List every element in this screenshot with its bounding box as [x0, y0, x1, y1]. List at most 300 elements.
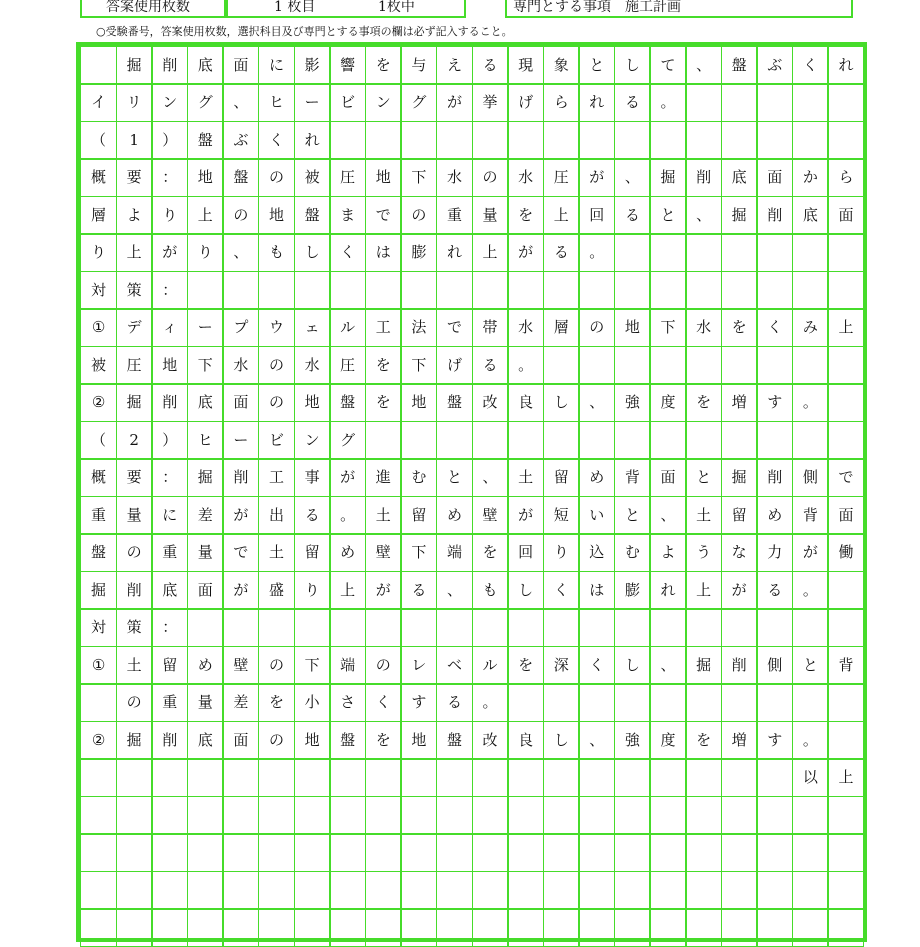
grid-cell [543, 871, 580, 909]
grid-cell: し [507, 571, 544, 609]
grid-cell: 要 [116, 159, 153, 197]
grid-cell: 地 [400, 721, 437, 759]
grid-cell: 留 [151, 646, 188, 684]
grid-cell: 影 [294, 46, 331, 84]
grid-cell: 地 [151, 346, 188, 384]
grid-cell: が [222, 571, 259, 609]
grid-cell: す [756, 721, 793, 759]
grid-cell: 底 [792, 196, 829, 234]
grid-cell: し [614, 646, 651, 684]
grid-cell [151, 759, 188, 797]
grid-cell: 掘 [721, 196, 758, 234]
grid-cell: か [792, 159, 829, 197]
grid-cell: 圧 [329, 346, 366, 384]
grid-cell: を [685, 384, 722, 422]
grid-cell: 盤 [80, 534, 117, 572]
grid-cell: く [578, 646, 615, 684]
grid-cell: 事 [294, 459, 331, 497]
grid-cell: 挙 [472, 84, 509, 122]
grid-cell: ① [80, 309, 117, 347]
grid-cell: り [80, 234, 117, 272]
grid-cell: ル [472, 646, 509, 684]
grid-cell: ェ [294, 309, 331, 347]
sheet-total: 1枚中 [378, 0, 415, 15]
grid-cell: 地 [294, 721, 331, 759]
grid-cell [329, 796, 366, 834]
grid-cell [827, 384, 864, 422]
grid-cell: が [436, 84, 473, 122]
grid-cell [400, 121, 437, 159]
grid-cell [80, 46, 117, 84]
grid-cell: れ [436, 234, 473, 272]
grid-cell: 下 [187, 346, 224, 384]
grid-cell [578, 834, 615, 872]
grid-row [80, 234, 863, 272]
grid-cell: 策 [116, 271, 153, 309]
grid-cell [80, 871, 117, 909]
grid-cell: ぶ [756, 46, 793, 84]
grid-cell: 面 [756, 159, 793, 197]
grid-cell: デ [116, 309, 153, 347]
grid-cell: 要 [116, 459, 153, 497]
grid-cell: 概 [80, 159, 117, 197]
grid-cell [827, 909, 864, 947]
grid-cell: と [685, 459, 722, 497]
grid-cell: ビ [258, 421, 295, 459]
grid-cell: ： [151, 459, 188, 497]
grid-cell: を [258, 684, 295, 722]
grid-cell: 層 [80, 196, 117, 234]
grid-cell [578, 121, 615, 159]
grid-cell: 土 [365, 496, 402, 534]
grid-cell: 差 [187, 496, 224, 534]
grid-cell: 現 [507, 46, 544, 84]
grid-cell [294, 796, 331, 834]
grid-cell: 2 [116, 421, 153, 459]
grid-cell [258, 796, 295, 834]
grid-cell: 水 [507, 159, 544, 197]
sheet-count-label-box [80, 0, 226, 18]
grid-cell: ： [151, 271, 188, 309]
grid-cell: 膨 [614, 571, 651, 609]
grid-cell: 工 [258, 459, 295, 497]
grid-cell [827, 571, 864, 609]
grid-cell: る [543, 234, 580, 272]
grid-cell [721, 234, 758, 272]
grid-cell [365, 121, 402, 159]
grid-cell: 盤 [329, 721, 366, 759]
grid-cell: み [792, 309, 829, 347]
grid-cell [685, 421, 722, 459]
grid-cell: め [329, 534, 366, 572]
grid-cell: 水 [507, 309, 544, 347]
grid-cell [365, 609, 402, 647]
grid-cell: で [827, 459, 864, 497]
grid-row [80, 496, 863, 534]
grid-cell: 対 [80, 271, 117, 309]
grid-cell [792, 871, 829, 909]
grid-row [80, 121, 863, 159]
grid-cell: 帯 [472, 309, 509, 347]
grid-cell [827, 84, 864, 122]
grid-cell: 回 [578, 196, 615, 234]
grid-cell [685, 759, 722, 797]
grid-cell [222, 609, 259, 647]
grid-cell [649, 796, 686, 834]
grid-cell [685, 871, 722, 909]
grid-cell: 盤 [187, 121, 224, 159]
grid-cell [721, 796, 758, 834]
grid-cell: り [294, 571, 331, 609]
grid-cell: れ [827, 46, 864, 84]
grid-cell: （ [80, 421, 117, 459]
grid-cell: 、 [578, 721, 615, 759]
grid-cell: グ [187, 84, 224, 122]
grid-cell [614, 271, 651, 309]
grid-cell: ー [222, 421, 259, 459]
grid-cell: 面 [222, 721, 259, 759]
grid-cell [721, 421, 758, 459]
grid-cell: で [436, 309, 473, 347]
grid-cell: 良 [507, 721, 544, 759]
grid-cell [80, 834, 117, 872]
grid-cell [400, 834, 437, 872]
grid-cell: 1 [116, 121, 153, 159]
grid-cell: に [258, 46, 295, 84]
grid-cell: れ [294, 121, 331, 159]
grid-cell: を [365, 346, 402, 384]
grid-cell [507, 609, 544, 647]
grid-cell [436, 421, 473, 459]
grid-cell [294, 871, 331, 909]
grid-cell [329, 909, 366, 947]
grid-cell [365, 909, 402, 947]
grid-row [80, 759, 863, 797]
grid-cell: 盤 [294, 196, 331, 234]
grid-cell: 上 [827, 759, 864, 797]
grid-cell [329, 609, 366, 647]
grid-cell: 側 [756, 646, 793, 684]
grid-cell: 上 [116, 234, 153, 272]
grid-cell: 盤 [436, 384, 473, 422]
grid-cell [507, 684, 544, 722]
grid-cell: 上 [827, 309, 864, 347]
grid-cell [543, 121, 580, 159]
grid-cell [294, 759, 331, 797]
grid-cell: を [685, 721, 722, 759]
grid-cell: 水 [685, 309, 722, 347]
grid-cell: 壁 [222, 646, 259, 684]
grid-cell: 増 [721, 384, 758, 422]
answer-grid [76, 42, 867, 942]
grid-cell [472, 871, 509, 909]
grid-cell [792, 796, 829, 834]
grid-cell [649, 909, 686, 947]
grid-cell [578, 684, 615, 722]
grid-cell: 重 [151, 684, 188, 722]
grid-cell: 策 [116, 609, 153, 647]
grid-cell: る [614, 84, 651, 122]
grid-cell: 面 [222, 384, 259, 422]
grid-cell [258, 759, 295, 797]
grid-cell: り [187, 234, 224, 272]
grid-cell: げ [436, 346, 473, 384]
grid-cell: 盤 [222, 159, 259, 197]
grid-cell: 量 [187, 534, 224, 572]
grid-cell: 量 [116, 496, 153, 534]
grid-cell: ） [151, 421, 188, 459]
grid-cell: の [258, 646, 295, 684]
grid-cell [756, 271, 793, 309]
grid-cell [578, 271, 615, 309]
instruction-note: ○受験番号，答案使用枚数，選択科目及び専門とする事項の欄は必ず記入すること。 [96, 25, 513, 38]
grid-row [80, 84, 863, 122]
grid-cell: が [792, 534, 829, 572]
grid-cell [543, 421, 580, 459]
grid-cell: の [222, 196, 259, 234]
grid-cell [756, 759, 793, 797]
grid-cell: 面 [187, 571, 224, 609]
grid-cell: で [222, 534, 259, 572]
grid-cell [614, 684, 651, 722]
grid-cell: 土 [258, 534, 295, 572]
grid-cell [685, 834, 722, 872]
grid-cell [578, 796, 615, 834]
grid-cell: て [649, 46, 686, 84]
grid-cell: 留 [294, 534, 331, 572]
grid-cell: も [258, 234, 295, 272]
grid-cell [792, 121, 829, 159]
grid-cell: 、 [614, 159, 651, 197]
grid-row [80, 196, 863, 234]
grid-cell: 層 [543, 309, 580, 347]
sheet-count-label: 答案使用枚数 [106, 0, 190, 15]
grid-cell: ら [827, 159, 864, 197]
grid-cell [792, 84, 829, 122]
grid-cell: ウ [258, 309, 295, 347]
grid-cell: 盛 [258, 571, 295, 609]
grid-cell [151, 796, 188, 834]
grid-row [80, 571, 863, 609]
grid-cell: 削 [721, 646, 758, 684]
grid-cell: り [543, 534, 580, 572]
grid-cell [543, 909, 580, 947]
grid-cell: は [578, 571, 615, 609]
grid-cell: 重 [151, 534, 188, 572]
grid-cell: し [543, 721, 580, 759]
grid-cell [222, 271, 259, 309]
grid-cell: ヒ [258, 84, 295, 122]
grid-cell: 底 [187, 384, 224, 422]
grid-cell [472, 271, 509, 309]
grid-cell: 深 [543, 646, 580, 684]
grid-cell: ィ [151, 309, 188, 347]
grid-cell [827, 796, 864, 834]
grid-cell: 。 [329, 496, 366, 534]
grid-cell: 被 [294, 159, 331, 197]
grid-cell: 盤 [436, 721, 473, 759]
grid-cell: う [685, 534, 722, 572]
grid-cell: 端 [329, 646, 366, 684]
grid-cell: 下 [400, 159, 437, 197]
grid-cell [294, 834, 331, 872]
grid-cell: 強 [614, 721, 651, 759]
grid-cell [543, 684, 580, 722]
grid-cell [721, 121, 758, 159]
grid-cell [116, 796, 153, 834]
grid-cell: む [614, 534, 651, 572]
grid-cell [294, 609, 331, 647]
grid-cell: 地 [258, 196, 295, 234]
grid-cell [649, 234, 686, 272]
grid-cell [792, 684, 829, 722]
grid-cell: ビ [329, 84, 366, 122]
grid-cell [756, 871, 793, 909]
grid-cell [222, 796, 259, 834]
grid-cell [721, 84, 758, 122]
grid-cell: 概 [80, 459, 117, 497]
grid-cell: 掘 [80, 571, 117, 609]
grid-cell: 水 [436, 159, 473, 197]
grid-cell: 削 [116, 571, 153, 609]
grid-cell: さ [329, 684, 366, 722]
grid-cell [80, 909, 117, 947]
grid-cell [365, 271, 402, 309]
grid-cell [436, 796, 473, 834]
grid-cell [756, 84, 793, 122]
grid-cell: る [400, 571, 437, 609]
grid-cell [649, 871, 686, 909]
grid-cell: を [472, 534, 509, 572]
grid-cell: 働 [827, 534, 864, 572]
grid-cell [756, 909, 793, 947]
grid-cell: が [365, 571, 402, 609]
grid-cell [756, 421, 793, 459]
grid-cell: 。 [792, 721, 829, 759]
grid-cell: と [614, 496, 651, 534]
grid-cell [649, 684, 686, 722]
grid-cell: 削 [151, 46, 188, 84]
grid-cell [116, 871, 153, 909]
grid-cell: 以 [792, 759, 829, 797]
grid-cell [187, 796, 224, 834]
grid-cell: と [578, 46, 615, 84]
grid-cell [151, 909, 188, 947]
grid-cell: グ [400, 84, 437, 122]
grid-cell: 面 [827, 496, 864, 534]
grid-cell [436, 271, 473, 309]
grid-cell [400, 421, 437, 459]
grid-cell: す [400, 684, 437, 722]
grid-cell: 底 [151, 571, 188, 609]
grid-cell: め [578, 459, 615, 497]
grid-row [80, 459, 863, 497]
grid-row [80, 309, 863, 347]
grid-cell: を [721, 309, 758, 347]
grid-cell: 面 [222, 46, 259, 84]
grid-cell [80, 759, 117, 797]
grid-cell [258, 271, 295, 309]
grid-cell [472, 121, 509, 159]
grid-cell: 増 [721, 721, 758, 759]
grid-cell [222, 759, 259, 797]
grid-cell: よ [649, 534, 686, 572]
grid-cell: ン [151, 84, 188, 122]
grid-cell [721, 909, 758, 947]
grid-cell: 底 [187, 721, 224, 759]
grid-row [80, 346, 863, 384]
grid-cell [187, 609, 224, 647]
grid-cell: 上 [187, 196, 224, 234]
grid-cell [507, 759, 544, 797]
grid-cell: 法 [400, 309, 437, 347]
grid-cell [294, 271, 331, 309]
grid-cell [258, 871, 295, 909]
grid-cell: く [792, 46, 829, 84]
grid-cell [80, 684, 117, 722]
grid-cell: グ [329, 421, 366, 459]
grid-cell: （ [80, 121, 117, 159]
grid-cell [649, 121, 686, 159]
subject-label: 専門とする事項 施工計画 [513, 0, 681, 15]
grid-cell: よ [116, 196, 153, 234]
grid-cell: 上 [329, 571, 366, 609]
grid-cell [649, 421, 686, 459]
grid-cell [685, 121, 722, 159]
grid-cell: 圧 [329, 159, 366, 197]
grid-cell [614, 834, 651, 872]
grid-cell: 。 [649, 84, 686, 122]
grid-cell [685, 684, 722, 722]
grid-cell: 、 [685, 196, 722, 234]
grid-cell [721, 684, 758, 722]
grid-cell: 、 [222, 84, 259, 122]
grid-cell [329, 871, 366, 909]
grid-cell: ー [187, 309, 224, 347]
grid-cell [116, 834, 153, 872]
grid-cell [649, 271, 686, 309]
grid-cell: 地 [187, 159, 224, 197]
grid-cell [721, 871, 758, 909]
grid-cell [80, 796, 117, 834]
grid-cell: め [436, 496, 473, 534]
grid-cell [365, 421, 402, 459]
grid-cell: 底 [721, 159, 758, 197]
grid-cell: す [756, 384, 793, 422]
sheet-count-box [226, 0, 466, 18]
grid-cell: 土 [116, 646, 153, 684]
grid-cell [507, 909, 544, 947]
grid-cell: 。 [792, 384, 829, 422]
grid-cell [827, 421, 864, 459]
grid-cell: る [756, 571, 793, 609]
grid-row [80, 609, 863, 647]
grid-cell: く [756, 309, 793, 347]
grid-cell: 面 [827, 196, 864, 234]
grid-cell: を [365, 721, 402, 759]
grid-row [80, 871, 863, 909]
grid-row [80, 909, 863, 947]
grid-cell: れ [649, 571, 686, 609]
grid-cell: 出 [258, 496, 295, 534]
grid-cell: 端 [436, 534, 473, 572]
grid-cell: の [258, 384, 295, 422]
grid-cell: 背 [792, 496, 829, 534]
grid-cell [543, 271, 580, 309]
grid-cell: の [258, 159, 295, 197]
grid-cell: ル [329, 309, 366, 347]
grid-cell: ： [151, 609, 188, 647]
